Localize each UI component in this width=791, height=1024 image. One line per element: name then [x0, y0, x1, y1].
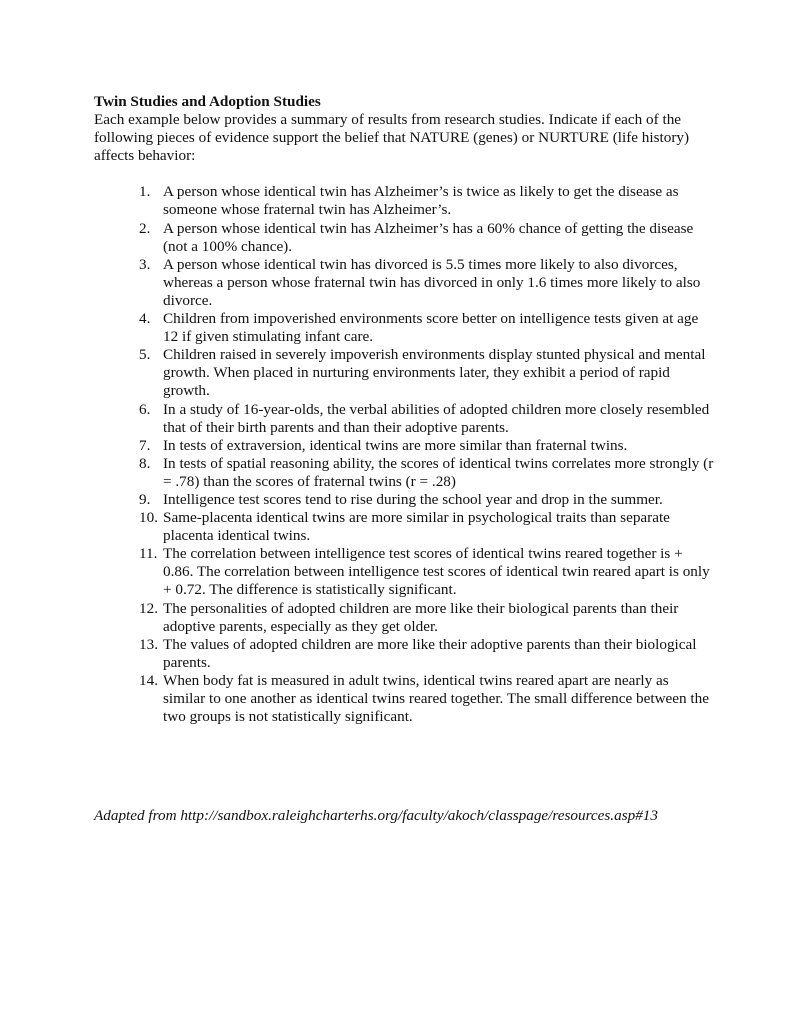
- item-text: In a study of 16-year-olds, the verbal abilities of adopted children more closely resembled that of their birth parents and than their adoptive parents.: [163, 400, 710, 436]
- item-text: In tests of spatial reasoning ability, the scores of identical twins correlates more strongly (r = .78) than the scores of fraternal twins (r = .28): [163, 454, 714, 490]
- item-number: 7.: [139, 436, 151, 454]
- item-text: Same-placenta identical twins are more similar in psychological traits than separate placenta identical twins.: [163, 509, 670, 545]
- item-number: 3.: [139, 255, 151, 273]
- item-number: 11.: [139, 545, 158, 563]
- item-text: Children raised in severely impoverish environments display stunted physical and mental growth. When placed in nurturing environments later, they exhibit a period of rapid growth.: [163, 346, 706, 400]
- list-item: [94, 600, 714, 636]
- list-item: [94, 220, 714, 256]
- item-text: Children from impoverished environments score better on intelligence tests given at age 12 if given stimulating infant care.: [163, 310, 699, 346]
- item-number: 13.: [139, 635, 158, 653]
- item-text: A person whose identical twin has Alzheimer’s has a 60% chance of getting the disease (not a 100% chance).: [163, 219, 694, 255]
- list-item: [94, 401, 714, 437]
- item-text: The values of adopted children are more like their adoptive parents than their biological parents.: [163, 635, 697, 671]
- item-number: 9.: [139, 490, 151, 508]
- item-number: 5.: [139, 346, 151, 364]
- list-item: [94, 256, 714, 310]
- item-text: The personalities of adopted children are more like their biological parents than their adoptive parents, especially as they get older.: [163, 599, 679, 635]
- item-text: When body fat is measured in adult twins, identical twins reared apart are nearly as similar to one another as identical twins reared together. The small difference between the two groups is not statistically significant.: [163, 671, 709, 726]
- item-number: 10.: [139, 509, 158, 527]
- source-citation: Adapted from http://sandbox.raleighcharterhs.org/faculty/akoch/classpage/resources.asp#13: [94, 807, 658, 824]
- evidence-list: [94, 183, 714, 726]
- item-text: A person whose identical twin has divorced is 5.5 times more likely to also divorces, whereas a person whose fraternal twin has divorced in only 1.6 times more likely to also divorce.: [163, 255, 701, 309]
- list-item: [94, 437, 714, 455]
- document-body: [94, 93, 714, 726]
- list-item: [94, 310, 714, 346]
- list-item: [94, 509, 714, 545]
- item-text: Intelligence test scores tend to rise during the school year and drop in the summer.: [163, 490, 663, 508]
- list-item: [94, 636, 714, 672]
- list-item: [94, 346, 714, 400]
- item-text: The correlation between intelligence test scores of identical twins reared together is + 0.86. The correlation between intelligence test scores of identical twin reared apart is only + 0.72. The difference is statistically significant.: [163, 545, 710, 599]
- list-item: [94, 672, 714, 726]
- list-item: [94, 455, 714, 491]
- item-number: 4.: [139, 310, 151, 328]
- item-number: 14.: [139, 671, 158, 689]
- list-item: [94, 183, 714, 219]
- item-number: 8.: [139, 454, 151, 472]
- item-text: A person whose identical twin has Alzheimer’s is twice as likely to get the disease as someone whose fraternal twin has Alzheimer’s.: [163, 183, 679, 219]
- item-number: 1.: [139, 183, 151, 201]
- list-item: [94, 491, 714, 509]
- item-number: 6.: [139, 400, 151, 418]
- item-number: 2.: [139, 219, 151, 237]
- document-title: Twin Studies and Adoption Studies: [94, 93, 321, 110]
- list-item: [94, 545, 714, 599]
- instructions-paragraph: Each example below provides a summary of results from research studies. Indicate if each of the following pieces of evidence support the belief that NATURE (genes) or NURTURE (life history) affects behavior:: [94, 111, 690, 165]
- item-number: 12.: [139, 599, 158, 617]
- item-text: In tests of extraversion, identical twins are more similar than fraternal twins.: [163, 436, 628, 454]
